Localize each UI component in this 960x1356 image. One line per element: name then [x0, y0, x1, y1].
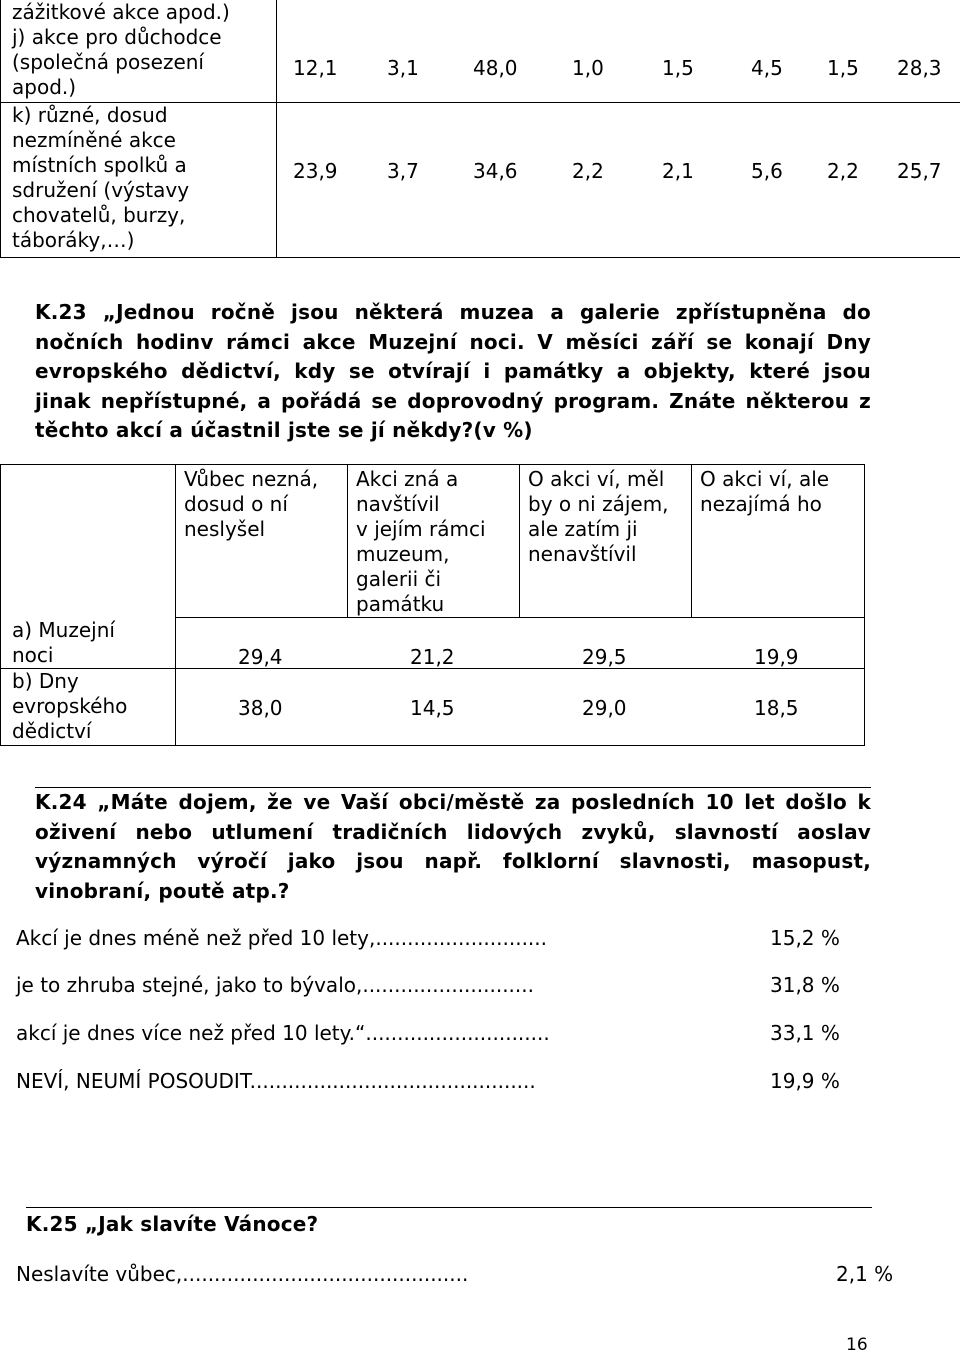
question-line: K.23 „Jednou ročně jsou některá muzea a galerie zpřístupněna do [35, 300, 871, 324]
row-label-line: k) různé, dosud [12, 103, 168, 128]
row-label [1, 669, 176, 746]
row-values [176, 618, 865, 669]
value-cell: 2,2 [827, 159, 859, 184]
row-label-line: chovatelů, burzy, [12, 203, 186, 228]
answer-value: 2,1 % [836, 1262, 894, 1286]
answer-value: 33,1 % [770, 1021, 840, 1045]
row-label-line: nezmíněné akce [12, 128, 176, 153]
row-label-line: táboráky,…) [12, 228, 135, 253]
value-cell: 14,5 [410, 696, 455, 720]
value-cell: 1,5 [827, 56, 859, 80]
value-cell: 12,1 [293, 56, 338, 80]
row-label-line: evropského [12, 694, 128, 718]
header-cell [348, 465, 520, 618]
value-cell: 28,3 [897, 56, 942, 80]
row-label-line: (společná posezení [12, 50, 204, 74]
answer-text: NEVÍ, NEUMÍ POSOUDIT............................................. [16, 1069, 536, 1093]
answer-text: je to zhruba stejné, jako to bývalo,........................... [16, 973, 534, 997]
row-label-line: sdružení (výstavy [12, 178, 190, 203]
answer-text: Neslavíte vůbec,............................................. [16, 1262, 469, 1286]
row-label-line: j) akce pro důchodce [12, 25, 222, 49]
value-cell: 2,2 [572, 159, 604, 184]
value-cell: 29,4 [238, 645, 283, 669]
question-k24 [35, 788, 871, 906]
answer-value: 19,9 % [770, 1069, 840, 1093]
row-label [1, 0, 277, 103]
row-label-line: a) Muzejní [12, 617, 115, 642]
answer-item [16, 1069, 840, 1093]
header-line: O akci ví, měl [528, 467, 665, 491]
header-cell [176, 465, 348, 618]
header-line: památku [356, 592, 445, 616]
museum-night-table [0, 464, 865, 746]
header-line: nenavštívil [528, 542, 637, 566]
question-line: K.24 „Máte dojem, že ve Vaší obci/městě za posledních 10 let došlo k [35, 790, 871, 814]
answer-item [16, 1021, 840, 1045]
row-values [277, 103, 960, 258]
row-values [277, 0, 960, 103]
header-line: galerii či [356, 567, 442, 591]
question-line: nočních hodinv rámci akce Muzejní noci. V měsíci září se konají Dny [35, 329, 871, 354]
header-line: muzeum, [356, 542, 450, 566]
answer-item [16, 973, 840, 997]
header-line: dosud o ní [184, 492, 288, 516]
header-line: Akci zná a [356, 467, 459, 491]
answer-value: 31,8 % [770, 973, 840, 997]
row-label [1, 103, 277, 258]
value-cell: 29,5 [582, 645, 627, 669]
value-cell: 29,0 [582, 696, 627, 720]
row-values [176, 669, 865, 746]
row-label-line: apod.) [12, 75, 77, 99]
question-k25: K.25 „Jak slavíte Vánoce? [26, 1212, 319, 1236]
value-cell: 21,2 [410, 645, 455, 669]
page-number: 16 [846, 1335, 868, 1355]
question-k23 [35, 298, 871, 446]
answer-text: Akcí je dnes méně než před 10 lety,........................... [16, 926, 547, 950]
header-cell-empty [1, 465, 176, 618]
header-cell [520, 465, 692, 618]
header-line: by o ni zájem, [528, 492, 669, 516]
answer-item [16, 1262, 894, 1286]
value-cell: 5,6 [751, 159, 783, 184]
row-label [1, 618, 176, 669]
value-cell: 1,5 [662, 56, 694, 80]
header-line: navštívil [356, 492, 440, 516]
value-cell: 1,0 [572, 56, 604, 80]
value-cell: 2,1 [662, 159, 694, 184]
answer-item [16, 926, 840, 950]
question-line: vinobraní, poutě atp.? [35, 878, 290, 903]
row-label-line: noci [12, 642, 54, 667]
value-cell: 19,9 [754, 645, 799, 669]
value-cell: 34,6 [473, 159, 518, 184]
question-line: významných výročí jako jsou např. folklorní slavnosti, masopust, [35, 849, 871, 873]
header-cell [692, 465, 865, 618]
header-line: nezajímá ho [700, 492, 822, 516]
value-cell: 3,1 [387, 56, 419, 80]
value-cell: 18,5 [754, 696, 799, 720]
row-label-line: místních spolků a [12, 153, 187, 178]
header-line: ale zatím ji [528, 517, 638, 541]
header-line: O akci ví, ale [700, 467, 830, 491]
value-cell: 48,0 [473, 56, 518, 80]
value-cell: 4,5 [751, 56, 783, 80]
answer-value: 15,2 % [770, 926, 840, 950]
value-cell: 3,7 [387, 159, 419, 184]
row-label-line: zážitkové akce apod.) [12, 0, 230, 24]
activities-table [0, 0, 960, 258]
divider [26, 1207, 872, 1208]
header-line: neslyšel [184, 517, 266, 541]
question-line: oživení nebo utlumení tradičních lidových zvyků, slavností aoslav [35, 819, 871, 844]
table-row [1, 0, 960, 103]
question-line: jinak nepřístupné, a pořádá se doprovodný program. Znáte některou z [35, 388, 871, 413]
row-label-line: dědictví [12, 719, 92, 743]
table-row [1, 618, 865, 669]
answer-text: akcí je dnes více než před 10 lety.“............................. [16, 1021, 550, 1045]
table-row [1, 103, 960, 258]
header-line: v jejím rámci [356, 517, 486, 541]
question-line: evropského dědictví, kdy se otvírají i památky a objekty, které jsou [35, 359, 871, 383]
table-header-row [1, 465, 865, 618]
question-line: těchto akcí a účastnil jste se jí někdy?(v %) [35, 418, 533, 442]
header-line: Vůbec nezná, [184, 467, 319, 491]
row-label-line: b) Dny [12, 669, 79, 693]
table-row [1, 669, 865, 746]
value-cell: 23,9 [293, 159, 338, 184]
value-cell: 25,7 [897, 159, 942, 184]
value-cell: 38,0 [238, 696, 283, 720]
